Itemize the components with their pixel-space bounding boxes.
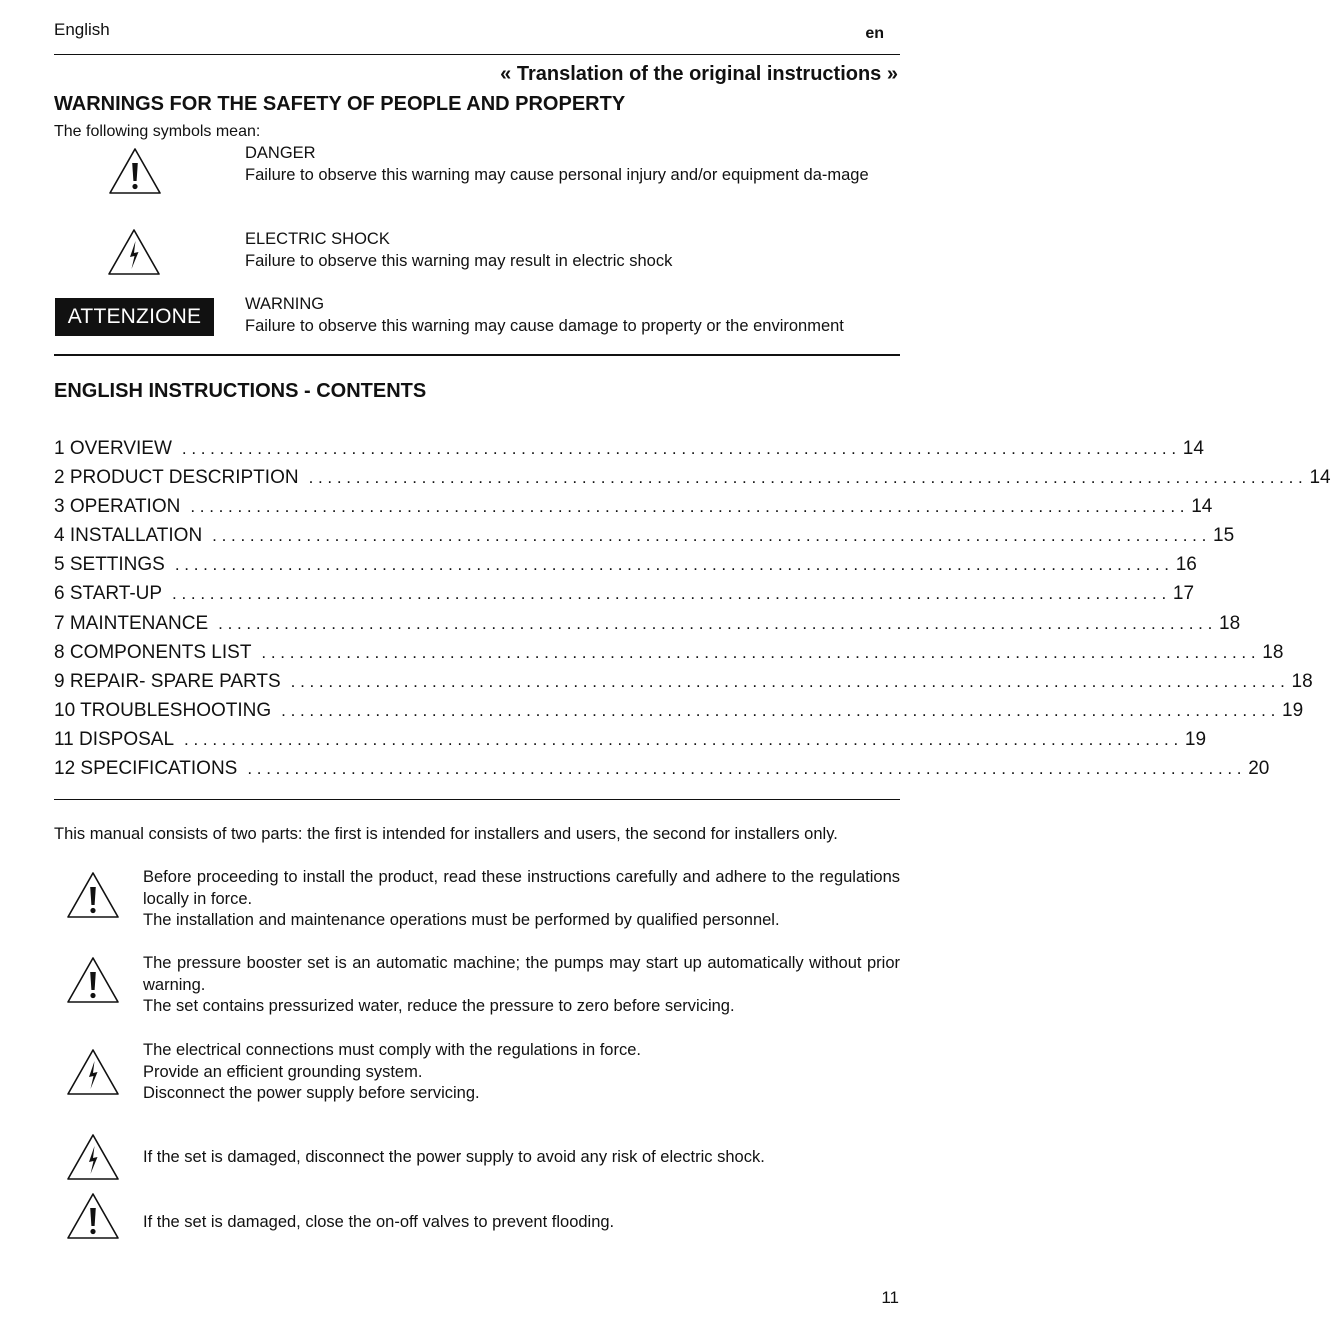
section-divider (54, 354, 900, 356)
symbol-danger-description: Failure to observe this warning may cause personal injury and/or equipment da-mage (245, 165, 869, 184)
note-line: Disconnect the power supply before servicing. (143, 1084, 480, 1102)
toc-item-label: 3 OPERATION (54, 496, 181, 518)
header-language: English (54, 20, 110, 39)
contents-title: ENGLISH INSTRUCTIONS - CONTENTS (54, 380, 427, 402)
page-number: 11 (881, 1288, 899, 1307)
toc-item-page: 16 (1175, 554, 1197, 576)
toc-item[interactable] (54, 467, 1331, 496)
toc-item-page: 19 (1184, 728, 1207, 750)
note-line: If the set is damaged, disconnect the power supply to avoid any risk of electric shock. (143, 1148, 765, 1166)
symbol-danger-text (245, 143, 900, 186)
note-line: Provide an efficient grounding system. (143, 1062, 423, 1081)
electric-shock-icon (106, 227, 162, 277)
note-line: The electrical connections must comply with the regulations in force. (143, 1041, 641, 1059)
toc-item-page: 15 (1213, 525, 1235, 547)
note-line: The set contains pressurized water, reduce the pressure to zero before servicing. (143, 997, 735, 1015)
toc-dots: .......................................................................................................... (184, 729, 1183, 749)
toc-item-page: 14 (1191, 496, 1213, 518)
note-line: The installation and maintenance operations must be performed by qualified personnel. (143, 911, 780, 929)
contents-divider (54, 799, 900, 800)
danger-icon (65, 870, 121, 920)
note-line: Before proceeding to install the product, read these instructions carefully and adhere to the regulations locally in force. (143, 868, 900, 908)
toc-item-page: 18 (1219, 612, 1241, 634)
toc-item-label: 12 SPECIFICATIONS (54, 758, 238, 780)
toc-item[interactable] (54, 438, 1204, 467)
header-divider (54, 54, 900, 55)
toc-dots: .......................................................................................................... (218, 613, 1217, 633)
toc-item[interactable] (54, 612, 1241, 642)
note-pressure (143, 953, 900, 1018)
symbol-warning-text (245, 294, 900, 337)
danger-icon (65, 955, 121, 1005)
danger-icon (65, 1191, 121, 1241)
electric-shock-icon (65, 1132, 121, 1182)
toc-dots: .......................................................................................................... (261, 642, 1261, 662)
toc-item-label: 6 START-UP (54, 583, 163, 605)
attenzione-label: ATTENZIONE (55, 298, 214, 336)
table-of-contents (54, 438, 1331, 787)
toc-item[interactable] (54, 699, 1304, 729)
toc-item-label: 9 REPAIR- SPARE PARTS (54, 670, 281, 692)
toc-item[interactable] (54, 670, 1313, 700)
symbol-warning-description: Failure to observe this warning may cause damage to property or the environment (245, 316, 844, 335)
toc-item-page: 19 (1282, 699, 1304, 721)
toc-item-label: 10 TROUBLESHOOTING (54, 699, 272, 721)
toc-dots: .......................................................................................................... (247, 759, 1247, 779)
symbol-electric-title: ELECTRIC SHOCK (245, 230, 390, 248)
toc-item-label: 2 PRODUCT DESCRIPTION (54, 467, 299, 489)
toc-item-label: 11 DISPOSAL (54, 728, 175, 750)
danger-icon (107, 146, 163, 196)
toc-item-label: 7 MAINTENANCE (54, 612, 209, 634)
toc-dots: .......................................................................................................... (308, 468, 1308, 488)
toc-item-page: 14 (1309, 467, 1331, 489)
toc-item[interactable] (54, 728, 1207, 758)
note-damaged-valves (143, 1212, 900, 1234)
toc-item-page: 18 (1262, 641, 1284, 663)
toc-item-label: 4 INSTALLATION (54, 525, 203, 547)
toc-item[interactable] (54, 641, 1284, 671)
toc-dots: .......................................................................................................... (190, 497, 1190, 517)
warnings-title: WARNINGS FOR THE SAFETY OF PEOPLE AND PROPERTY (54, 93, 626, 115)
note-electrical (143, 1040, 900, 1105)
note-line: The pressure booster set is an automatic machine; the pumps may start up automatically without prior warning. (143, 954, 900, 994)
symbol-danger-title: DANGER (245, 144, 316, 162)
symbol-electric-text (245, 229, 900, 272)
toc-item[interactable] (54, 583, 1195, 612)
toc-dots: .......................................................................................................... (212, 526, 1212, 546)
symbol-warning-title: WARNING (245, 295, 325, 313)
toc-item-label: 1 OVERVIEW (54, 438, 172, 459)
symbol-electric-description: Failure to observe this warning may result in electric shock (245, 251, 673, 270)
toc-item-page: 20 (1248, 758, 1270, 780)
header-language-code: en (865, 25, 884, 42)
toc-dots: .......................................................................................................... (172, 584, 1171, 604)
toc-item-label: 8 COMPONENTS LIST (54, 641, 252, 663)
note-line: If the set is damaged, close the on-off valves to prevent flooding. (143, 1213, 615, 1231)
electric-shock-icon (65, 1047, 121, 1097)
symbols-intro: The following symbols mean: (54, 123, 261, 140)
note-damaged-power (143, 1147, 900, 1169)
toc-item-label: 5 SETTINGS (54, 554, 165, 576)
manual-note: This manual consists of two parts: the first is intended for installers and users, the second for installers only. (54, 825, 838, 843)
toc-item-page: 18 (1291, 670, 1313, 692)
toc-item[interactable] (54, 496, 1213, 525)
toc-dots: .......................................................................................................... (181, 439, 1181, 458)
toc-dots: .......................................................................................................... (290, 671, 1290, 691)
toc-item-page: 14 (1182, 438, 1204, 459)
toc-item[interactable] (54, 525, 1235, 554)
toc-item[interactable] (54, 758, 1270, 787)
toc-dots: .......................................................................................................... (281, 700, 1281, 720)
toc-item[interactable] (54, 554, 1197, 583)
note-install (143, 867, 900, 932)
toc-item-page: 17 (1172, 583, 1195, 605)
translation-title: « Translation of the original instructions » (500, 63, 898, 85)
toc-dots: .......................................................................................................... (174, 555, 1174, 575)
